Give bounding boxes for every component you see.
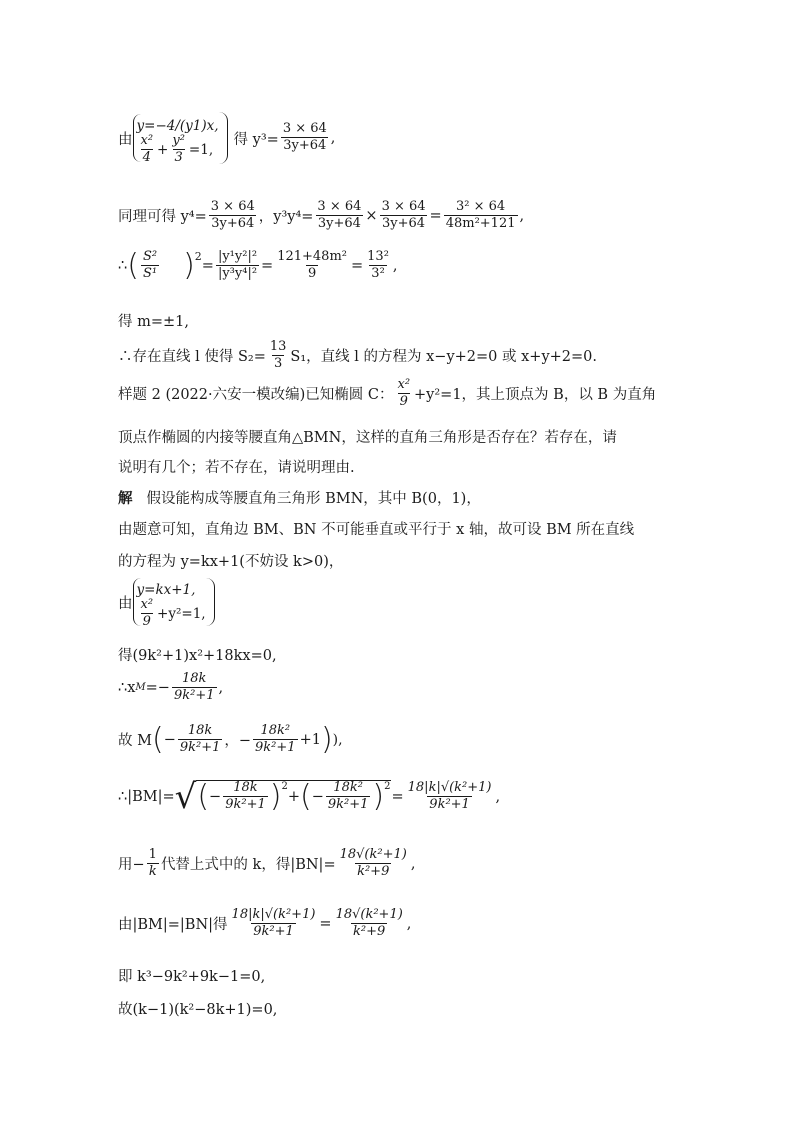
exponent: 2 [194,250,202,263]
frac-num: x² [397,377,411,392]
system-eq-1: y=kx+1, [136,582,196,598]
equals-minus: =− [145,679,170,696]
frac-num: 3² × 64 [456,199,506,214]
frac-num: 18k [187,723,213,738]
problem-text-2: +y²=1，其上顶点为 B，以 B 为直角 [414,387,657,404]
BM-label: ∴|BM|= [118,789,175,805]
solution-line-1 [118,487,481,508]
system-brace [133,114,219,165]
problem-line-3: 说明有几个；若不存在，请说明理由. [118,460,355,476]
point-M-line: 故 M ( − $\frac{18k}{\text{9k²+1}}$ ，− $\frac{\text{18k²}}{\text{9k²+1}}$ +1 ) ), [118,721,343,757]
tongli-text: 同理可得 y⁴= [118,209,207,226]
system-1-line [118,112,335,164]
frac-num: 13 [269,339,287,354]
frac-den: 9k²+1 [173,687,215,703]
frac-num: 3 × 64 [381,199,426,214]
sqrt-sign: √ ( − $\frac{18k}{\text{9k²+1}}$ ) $^2$ + ( − $\frac{\text{18k²}}{\text{9k²+1}}$ ) $^2$ [174,777,391,817]
frac-den: 3 [274,355,283,371]
frac-num: 18k² [333,780,363,795]
frac-den: 9 [142,614,151,629]
equals: = [319,915,332,932]
plus-one: +1 [299,731,321,748]
exist-line [118,340,597,372]
frac-num: 18k [233,780,258,795]
frac-num: 3 × 64 [210,199,255,214]
frac-den: k [148,863,157,879]
eq-text: 由|BM|=|BN|得 [118,917,228,934]
system-brace [133,578,206,629]
frac-den: 9k²+1 [255,739,296,755]
BN-text-2: 代替上式中的 k，得|BN|= [160,857,336,874]
ratio-line: ∴ ( $\frac{\text{S²}}{\text{S¹}}$ ) $^2$ = $\frac{\text{|y¹y²|²}}{\text{|y³y⁴|²}}$ = $\frac{\text{121+48m²}}{9}$ = $\frac{\text{13²}}{\text{3²}}$ , [118,247,398,283]
frac-num: 18|k|√(k²+1) [407,780,492,796]
problem-text-1: 样题 2 (2022·六安一模改编)已知椭圆 C： [118,387,394,404]
result-numerator: 3 × 64 [282,121,327,137]
eq-tail: +y²=1, [157,606,206,622]
quadratic-line: 得(9k²+1)x²+18kx=0, [118,648,277,664]
solution-text-1: 假设能构成等腰直角三角形 BMN，其中 B(0，1)， [146,491,481,507]
frac-den: 3y+64 [211,215,255,231]
frac-den: |y³y⁴|² [217,265,258,281]
system-eq-2: $\frac{\text{x²}}{4}$ + $\frac{\text{y²}}{3}$ =1, [140,133,214,165]
system-2-line [118,578,215,629]
frac-num: 18k² [260,723,291,738]
punct: , [495,789,501,805]
exist-text-2: S₁，直线 l 的方程为 x−y+2=0 或 x+y+2=0. [290,349,597,366]
frac-den: 3y+64 [382,215,426,231]
result-denominator: 3y+64 [283,138,327,153]
frac-den: 9k²+1 [253,923,294,939]
therefore-symbol: ∴ [118,257,128,274]
frac-den: 3² [371,265,385,281]
frac-num: 18√(k²+1) [339,847,407,862]
factor-line: 故(k−1)(k²−8k+1)=0, [118,1002,278,1018]
frac-num: S² [142,249,158,264]
system-label: 由 [118,131,133,148]
frac-num: x² [140,597,154,613]
solution-line-3: 的方程为 y=kx+1(不妨设 k>0)， [118,554,344,570]
frac-den: 3y+64 [317,215,361,231]
frac-num: |y¹y²|² [217,249,258,264]
punct: , [410,855,416,872]
frac-den: 9 [399,393,408,409]
m-value-line: 得 m=±1, [118,314,189,330]
frac-den: S¹ [142,265,158,281]
frac-num: 121+48m² [277,249,347,264]
BM-length-line: ∴|BM|= √ ( − $\frac{18k}{\text{9k²+1}}$ ) $^2$ + ( − $\frac{\text{18k²}}{\text{9k²+1}}$ ) $^2$ = $\frac{\text{18|k|√(k²+1)}}{\text{9k²+1}}$ , [118,777,501,817]
frac-den: 9k²+1 [179,739,221,755]
system-eq-1: y=−4/(y1)x, [136,118,219,134]
result-text: 得 y³= [233,131,279,148]
subscript: M [135,682,146,694]
point-M-label: 故 M [118,733,152,750]
xm-line [118,672,223,704]
tongli-text-2: ，y³y⁴= [258,209,314,226]
punct: ), [332,731,343,748]
frac-den: 9k²+1 [225,796,266,812]
frac-num: 18k [182,671,207,686]
solution-line-2: 由题意可知，直角边 BM、BN 不可能垂直或平行于 x 轴，故可设 BM 所在直线 [118,522,635,538]
frac-den: 48m²+121 [445,215,516,231]
solution-label: 解 [118,490,133,507]
system-eq-2 [137,597,206,629]
punct: , [392,257,398,274]
BN-text-1: 用− [118,857,145,874]
problem-line-2: 顶点作椭圆的内接等腰直角△BMN，这样的直角三角形是否存在？若存在，请 [118,430,617,446]
punct: , [406,915,412,932]
BM-equals-BN-line [118,908,411,940]
separator: ，− [224,733,252,750]
punct: , [519,207,525,224]
cubic-line: 即 k³−9k²+9k−1=0, [118,969,266,985]
frac-num: 3 × 64 [317,199,362,214]
punct: , [218,679,224,696]
frac-den: k²+9 [357,863,390,879]
tongli-line: 同理可得 y⁴= $\frac{3 \times 64}{3y+64}$ ，y³y⁴= $\frac{3 \times 64}{3y+64}$ × $\frac{3 \times 64}{3y+64}$ = $\frac{\text{3² × 64}}{\text{48m²+121}}$ , [118,199,525,231]
frac-num: 18√(k²+1) [335,907,403,922]
frac-den: k²+9 [353,923,386,939]
frac-num: 1 [148,847,157,862]
BN-length-line [118,848,415,880]
system-label: 由 [118,595,133,612]
frac-num: 18|k|√(k²+1) [231,907,316,922]
problem-line-1 [118,378,656,410]
frac-num: 13² [367,249,389,264]
xm-text: ∴x [118,679,136,696]
frac-den: 9 [307,265,317,281]
frac-den: 9k²+1 [327,796,369,812]
punct: , [330,130,336,146]
exist-text-1: ∴存在直线 l 使得 S₂= [118,349,266,366]
frac-den: 9k²+1 [429,797,470,812]
